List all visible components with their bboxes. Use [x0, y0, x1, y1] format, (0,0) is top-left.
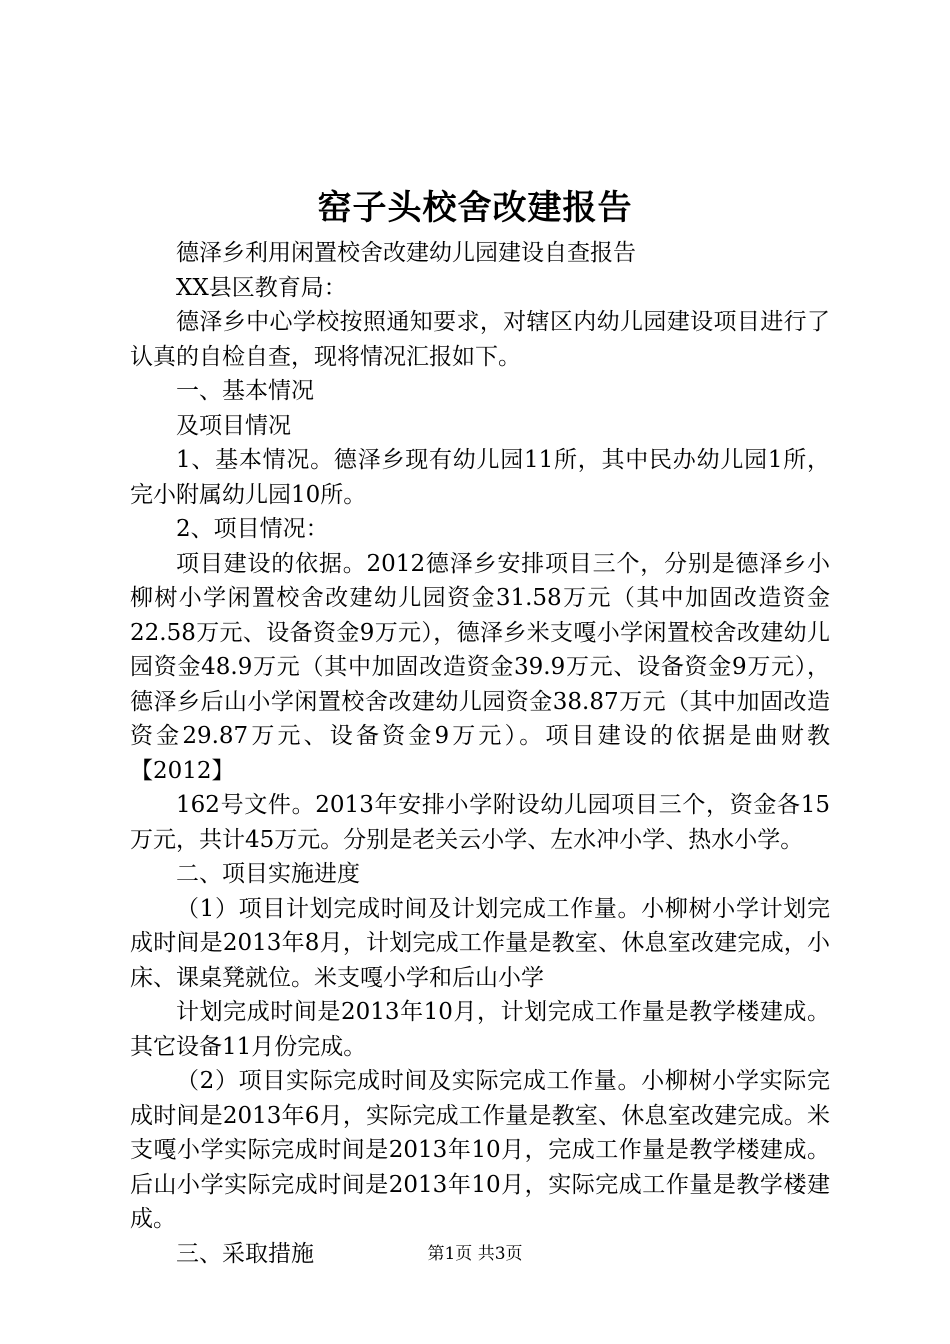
document-title: 窑子头校舍改建报告 — [317, 188, 633, 228]
paragraph-project-situation: 及项目情况 — [176, 412, 291, 439]
paragraph-addressee: XX县区教育局： — [176, 274, 347, 301]
section-heading-progress: 二、项目实施进度 — [176, 861, 360, 887]
page-indicator: 第1页 共3页 — [427, 1244, 523, 1264]
paragraph-basic-situation: 1、基本情况。德泽乡现有幼儿园11所，其中民办幼儿园1所，完小附属幼儿园10所。 — [130, 447, 830, 508]
paragraph-actual-completion: （2）项目实际完成时间及实际完成工作量。小柳树小学实际完成时间是2013年6月，实际完成工作量是教室、休息室改建完成。米支嘎小学实际完成时间是2013年10月，完成工作量是教学楼建成。后山小学实际完成时间是2013年10月，实际完成工作量是教学楼建成。 — [130, 1068, 830, 1232]
paragraph-planned-completion: （1）项目计划完成时间及计划完成工作量。小柳树小学计划完成时间是2013年8月，计划完成工作量是教室、休息室改建完成，小床、课桌凳就位。米支嘎小学和后山小学 — [130, 895, 830, 991]
section-heading-measures: 三、采取措施 — [176, 1240, 314, 1267]
paragraph-project-heading: 2、项目情况： — [176, 516, 329, 542]
paragraph-document-number: 162号文件。2013年安排小学附设幼儿园项目三个，资金各15万元，共计45万元。分别是老关云小学、左水冲小学、热水小学。 — [130, 792, 830, 853]
paragraph-report-subtitle: 德泽乡利用闲置校舍改建幼儿园建设自查报告 — [176, 240, 636, 266]
section-heading-basic: 一、基本情况 — [176, 378, 314, 404]
document-body — [130, 236, 830, 1271]
paragraph-project-basis: 项目建设的依据。2012德泽乡安排项目三个，分别是德泽乡小柳树小学闲置校舍改建幼儿园资金31.58万元（其中加固改造资金22.58万元、设备资金9万元），德泽乡米支嘎小学闲置校舍改建幼儿园资金48.9万元（其中加固改造资金39.9万元、设备资金9万元），德泽乡后山小学闲置校舍改建幼儿园资金38.87万元（其中加固改造资金29.87万元、设备资金9万元）。项目建设的依据是曲财教【2012】 — [130, 550, 830, 784]
paragraph-intro: 德泽乡中心学校按照通知要求，对辖区内幼儿园建设项目进行了认真的自检自查，现将情况汇报如下。 — [130, 309, 830, 370]
paragraph-planned-completion-cont: 计划完成时间是2013年10月，计划完成工作量是教学楼建成。其它设备11月份完成。 — [130, 999, 830, 1060]
